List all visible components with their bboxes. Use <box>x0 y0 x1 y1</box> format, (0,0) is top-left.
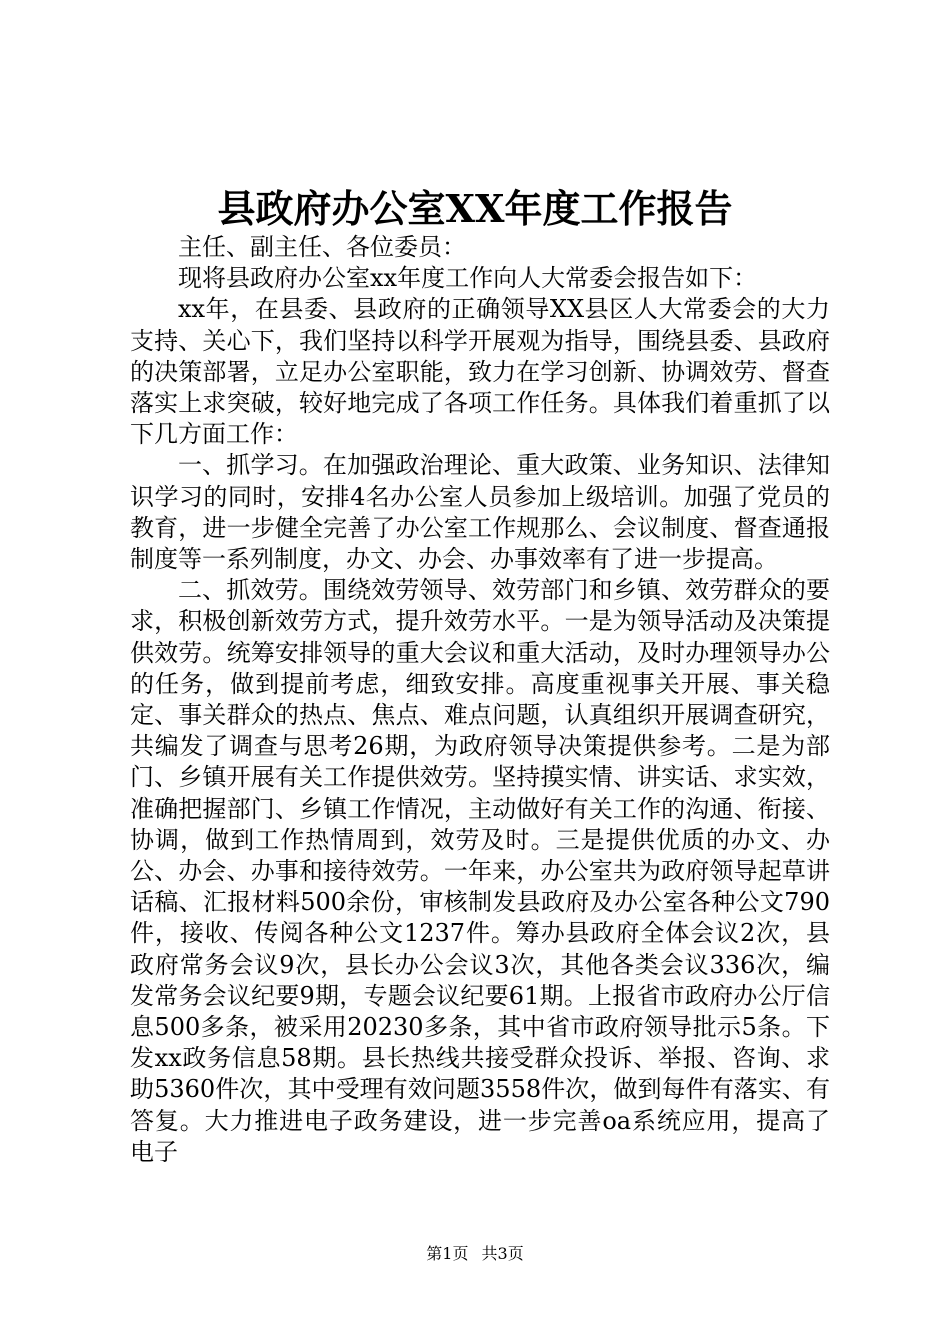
intro-paragraph: 现将县政府办公室xx年度工作向人大常委会报告如下： <box>178 264 758 293</box>
section-study-paragraph: 一、抓学习。在加强政治理论、重大政策、业务知识、法律知识学习的同时，安排4名办公室人员参加上级培训。加强了党员的教育，进一步健全完善了办公室工作规那么、会议制度、督查通报制度等一系列制度，办文、办会、办事效率有了进一步提高。 <box>130 451 830 574</box>
section-service-paragraph: 二、抓效劳。围绕效劳领导、效劳部门和乡镇、效劳群众的要求，积极创新效劳方式，提升效劳水平。一是为领导活动及决策提供效劳。统筹安排领导的重大会议和重大活动，及时办理领导办公的任务，做到提前考虑，细致安排。高度重视事关开展、事关稳定、事关群众的热点、焦点、难点问题，认真组织开展调查研究，共编发了调查与思考26期，为政府领导决策提供参考。二是为部门、乡镇开展有关工作提供效劳。坚持摸实情、讲实话、求实效，准确把握部门、乡镇工作情况，主动做好有关工作的沟通、衔接、协调，做到工作热情周到，效劳及时。三是提供优质的办文、办公、办会、办事和接待效劳。一年来，办公室共为政府领导起草讲话稿、汇报材料500余份，审核制发县政府及办公室各种公文790件，接收、传阅各种公文1237件。筹办县政府全体会议2次，县政府常务会议9次，县长办公会议3次，其他各类会议336次，编发常务会议纪要9期，专题会议纪要61期。上报省市政府办公厅信息500多条，被采用20230多条，其中省市政府领导批示5条。下发xx政务信息58期。县长热线共接受群众投诉、举报、咨询、求助5360件次，其中受理有效问题3558件次，做到每件有落实、有答复。大力推进电子政务建设，进一步完善oa系统应用，提高了电子 <box>130 576 830 1166</box>
page-footer <box>0 1243 950 1265</box>
page-number-total: 共3页 <box>481 1244 524 1263</box>
summary-paragraph: xx年，在县委、县政府的正确领导XX县区人大常委会的大力支持、关心下，我们坚持以科学开展观为指导，围绕县委、县政府的决策部署，立足办公室职能，致力在学习创新、协调效劳、督查落实上求突破，较好地完成了各项工作任务。具体我们着重抓了以下几方面工作： <box>130 295 830 449</box>
page-number-current: 第1页 <box>426 1244 469 1263</box>
document-body <box>130 232 830 1168</box>
document-title: 县政府办公室XX年度工作报告 <box>217 186 733 231</box>
salutation-paragraph: 主任、副主任、各位委员： <box>178 233 466 261</box>
